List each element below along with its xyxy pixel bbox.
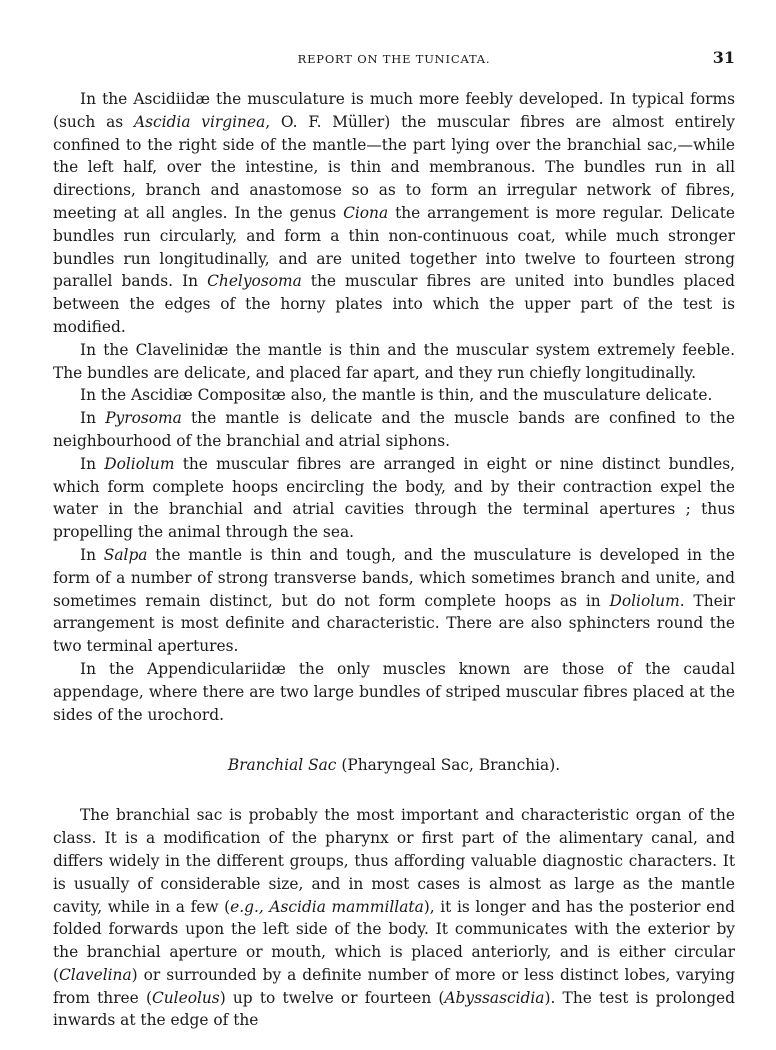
italic-term: Culeolus <box>151 988 220 1007</box>
section-heading <box>53 754 735 776</box>
text-run: ) or surrounded by a definite number of more or less distinct lobes, varying from three ( <box>53 965 735 1007</box>
text-run: the arrangement is more regular. Delicate bundles run circularly, and form a thin non-continuous coat, while much stronger bundles run longitudinally, and are united together into twelve to fourteen strong parallel bands. In <box>53 203 735 291</box>
text-run: the muscular fibres are united into bundles placed between the edges of the horny plates into which the upper part of the test is modified. <box>53 272 735 336</box>
italic-term: Ascidia virginea <box>134 112 266 131</box>
section-heading-rest: (Pharyngeal Sac, Branchia). <box>336 756 561 775</box>
text-run: the mantle is thin and tough, and the musculature is developed in the form of a number of strong transverse bands, which sometimes branch and unite, and sometimes remain distinct, but do not form complete hoops as in <box>53 545 736 610</box>
paragraph <box>53 544 735 658</box>
text-run: In the Ascidiæ Compositæ also, the mantle is thin, and the musculature delicate. <box>80 386 713 405</box>
musculature-paragraphs <box>53 88 735 726</box>
italic-term: Pyrosoma <box>105 409 182 428</box>
paragraph <box>53 804 735 1032</box>
text-run: the muscular fibres are arranged in eight or nine distinct bundles, which form complete hoops encircling the body, and by their contraction expel the water in the branchial and atrial cavities through the terminal apertures ; thus propelling the animal through the sea. <box>53 454 735 542</box>
italic-term: Doliolum <box>609 591 680 610</box>
text-run: ), it is longer and has the posterior end folded forwards upon the left side of the body. It communicates with the exterior by the branchial aperture or mouth, which is placed anteriorly, and is either circular ( <box>53 897 735 984</box>
page-body <box>53 88 735 1032</box>
text-run: ) up to twelve or fourteen ( <box>219 988 445 1007</box>
text-run: ). The test is prolonged inwards at the edge of the <box>53 988 736 1030</box>
italic-term: Clavelina <box>59 965 132 984</box>
paragraph <box>53 658 735 726</box>
text-run: the mantle is delicate and the muscle bands are confined to the neighbourhood of the branchial and atrial siphons. <box>53 409 735 450</box>
paragraph <box>53 88 735 339</box>
running-head: REPORT ON THE TUNICATA. <box>297 52 491 66</box>
paragraph <box>53 339 735 385</box>
section-heading-italic: Branchial Sac <box>227 756 337 775</box>
text-run: In <box>80 454 105 473</box>
text-run: In the Appendiculariidæ the only muscles known are those of the caudal appendage, where there are two large bundles of striped muscular fibres placed at the sides of the urochord. <box>53 659 735 724</box>
italic-term: e.g., Ascidia mammillata <box>230 897 424 916</box>
text-run: The branchial sac is probably the most important and characteristic organ of the class. It is a modification of the pharynx or first part of the alimentary canal, and differs widely in the different groups, thus affording valuable diagnostic characters. It is usually of considerable size, and in most cases is almost as large as the mantle cavity, while in a few ( <box>53 806 735 916</box>
italic-term: Doliolum <box>104 454 175 473</box>
text-run: . Their arrangement is most definite and characteristic. There are also sphincters round the two terminal apertures. <box>53 591 735 656</box>
italic-term: Abyssascidia <box>444 988 545 1007</box>
paragraph <box>53 407 735 453</box>
text-run: In the Ascidiidæ the musculature is much more feebly developed. In typical forms (such as <box>53 90 735 131</box>
paragraph <box>53 453 735 544</box>
page-number: 31 <box>712 48 735 67</box>
italic-term: Chelyosoma <box>207 272 302 291</box>
branchial-sac-paragraphs <box>53 804 735 1032</box>
text-run: In <box>80 409 106 428</box>
text-run: In the Clavelinidæ the mantle is thin and the muscular system extremely feeble. The bundles are delicate, and placed far apart, and they run chiefly longitudinally. <box>53 340 735 382</box>
text-run: , O. F. Müller) the muscular fibres are almost entirely confined to the right side of the mantle—the part lying over the branchial sac,—while the left half, over the intestine, is thin and membranous. The bundles run in all directions, branch and anastomose so as to form an irregular network of fibres, meeting at all angles. In the genus <box>53 112 735 222</box>
paragraph <box>53 384 735 407</box>
italic-term: Salpa <box>103 545 148 564</box>
italic-term: Ciona <box>343 203 389 222</box>
text-run: In <box>80 545 104 564</box>
page-header <box>53 50 735 70</box>
